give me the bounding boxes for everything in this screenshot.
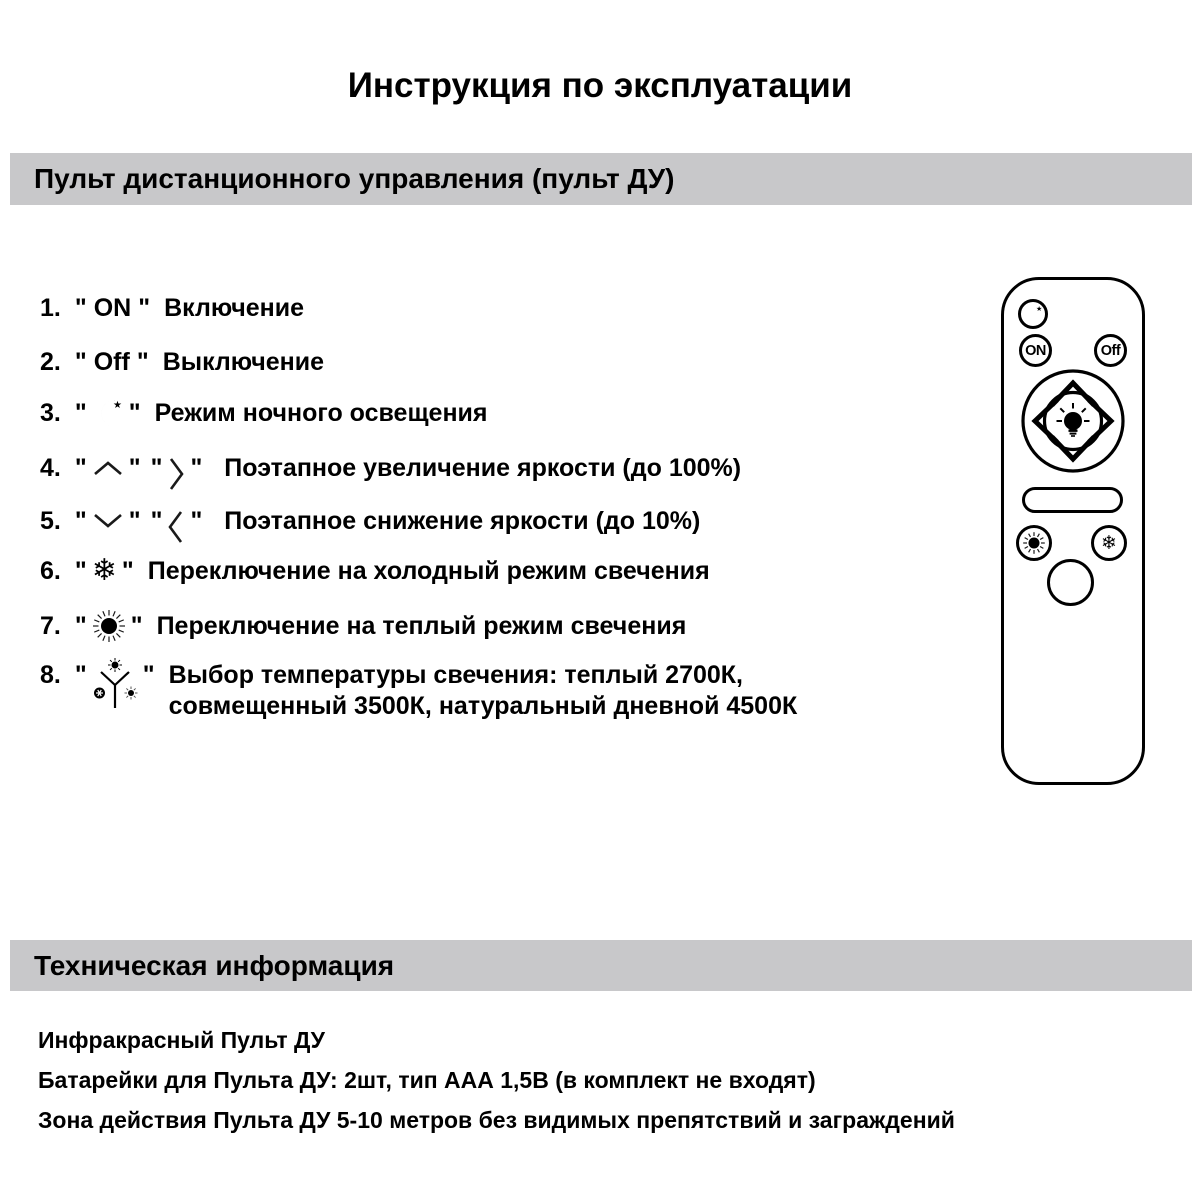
- list-item-brightness-down: [40, 503, 700, 539]
- list-item-on: [40, 294, 304, 323]
- warm-mode-button: [1016, 525, 1052, 561]
- section-heading-technical: Техническая информация: [10, 940, 1192, 991]
- sun-icon: [92, 609, 126, 643]
- quote-mark: ": [150, 506, 163, 535]
- item-label-line2: совмещенный 3500К, натуральный дневной 4500К: [168, 692, 798, 720]
- pill-button: [1022, 487, 1123, 513]
- quote-mark: ": [190, 453, 203, 482]
- quote-mark: ": [74, 348, 87, 376]
- quote-mark: ": [74, 506, 87, 535]
- off-button: [1094, 334, 1127, 367]
- quote-mark: ": [128, 453, 141, 482]
- moon-icon: [1023, 303, 1043, 325]
- quote-mark: ": [121, 556, 134, 585]
- list-item-brightness-up: [40, 450, 741, 486]
- svg-text:★: ★: [1036, 306, 1043, 313]
- quote-mark: ": [190, 506, 203, 535]
- item-label: Переключение на холодный режим свечения: [147, 556, 710, 585]
- snowflake-icon: ❄: [91, 553, 117, 588]
- quote-mark: ": [74, 294, 87, 322]
- night-mode-button: [1018, 299, 1048, 329]
- quote-mark: ": [142, 661, 155, 689]
- chevron-left-icon: [167, 509, 185, 545]
- color-temperature-icon: [92, 657, 138, 711]
- list-item-warm-mode: [40, 609, 686, 643]
- item-number: 4.: [40, 453, 61, 482]
- item-number: 7.: [40, 611, 61, 640]
- tech-line-ir-remote: Инфракрасный Пульт ДУ: [38, 1027, 325, 1053]
- list-item-off: [40, 348, 324, 377]
- item-label: Поэтапное увеличение яркости (до 100%): [224, 453, 742, 482]
- chevron-down-icon: [92, 512, 124, 530]
- quote-mark: ": [128, 506, 141, 535]
- item-label: [169, 660, 798, 722]
- quote-mark: ": [138, 294, 151, 322]
- on-button: [1019, 334, 1052, 367]
- list-item-color-temperature: [40, 660, 797, 722]
- button-term: Off: [93, 348, 130, 376]
- svg-text:★: ★: [112, 400, 122, 411]
- chevron-right-icon: [167, 456, 185, 492]
- item-label: Поэтапное снижение яркости (до 10%): [224, 506, 701, 535]
- item-number: 8.: [40, 661, 61, 689]
- quote-mark: ": [150, 453, 163, 482]
- quote-mark: ": [128, 398, 141, 427]
- direction-pad: [1021, 369, 1125, 473]
- snowflake-icon: ❄: [1101, 532, 1117, 554]
- light-bulb-icon: [1057, 403, 1090, 437]
- item-label: Переключение на теплый режим свечения: [156, 611, 687, 640]
- button-term: ON: [93, 294, 132, 322]
- remote-control-illustration: [1001, 277, 1145, 785]
- off-button-label: Off: [1100, 342, 1121, 359]
- item-number: 5.: [40, 506, 61, 535]
- item-label: Включение: [164, 294, 305, 322]
- chevron-up-icon: [92, 459, 124, 477]
- quote-mark: ": [74, 398, 87, 427]
- item-label: Режим ночного освещения: [154, 398, 488, 427]
- tech-line-batteries: Батарейки для Пульта ДУ: 2шт, тип ААА 1,5В (в комплект не входят): [38, 1067, 816, 1093]
- on-button-label: ON: [1025, 342, 1046, 359]
- list-item-cold-mode: [40, 553, 710, 588]
- item-number: 1.: [40, 294, 61, 322]
- quote-mark: ": [74, 556, 87, 585]
- tech-line-range: Зона действия Пульта ДУ 5-10 метров без видимых препятствий и заграждений: [38, 1107, 955, 1133]
- page-title: Инструкция по эксплуатации: [347, 66, 853, 105]
- quote-mark: ": [130, 611, 143, 640]
- sun-icon: [1022, 531, 1046, 555]
- moon-icon: [92, 396, 124, 430]
- item-label: Выключение: [162, 348, 324, 376]
- item-number: 2.: [40, 348, 61, 376]
- quote-mark: ": [74, 453, 87, 482]
- quote-mark: ": [74, 661, 87, 689]
- item-label-line1: Выбор температуры свечения: теплый 2700К,: [168, 661, 743, 689]
- section-heading-remote: Пульт дистанционного управления (пульт ДУ): [10, 153, 1192, 205]
- blank-round-button: [1047, 559, 1094, 606]
- quote-mark: ": [136, 348, 149, 376]
- list-item-night-mode: [40, 396, 488, 430]
- item-number: 3.: [40, 398, 61, 427]
- cold-mode-button: [1091, 525, 1127, 561]
- item-number: 6.: [40, 556, 61, 585]
- quote-mark: ": [74, 611, 87, 640]
